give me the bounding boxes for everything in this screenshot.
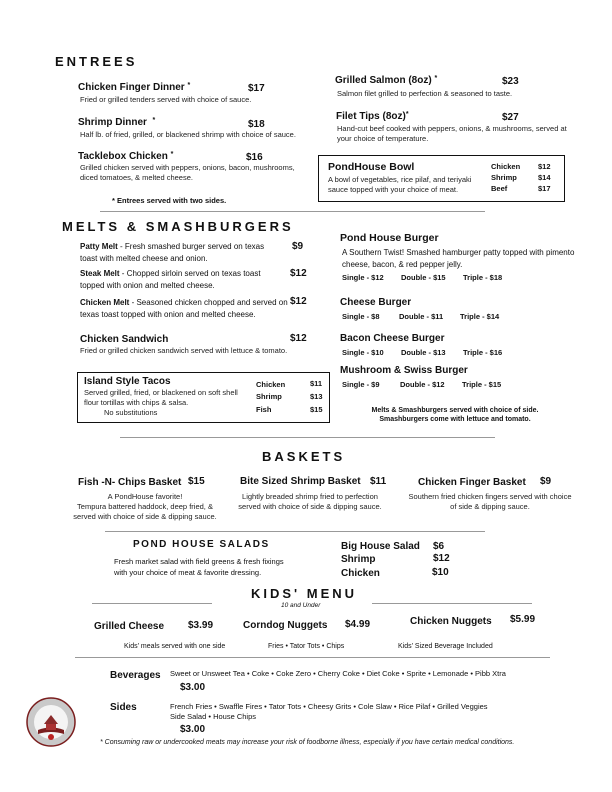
filet-tips-name: Filet Tips (8oz)* bbox=[336, 111, 409, 122]
island-tacos-desc: Served grilled, fried, or blackened on soft shell flour tortillas with chips & salsa. bbox=[84, 388, 238, 407]
bowl-option-label: Beef bbox=[491, 184, 508, 193]
mushroom-swiss-burger-name: Mushroom & Swiss Burger bbox=[340, 365, 468, 376]
section-divider bbox=[75, 657, 550, 658]
chicken-basket-name: Chicken Finger Basket bbox=[418, 477, 526, 488]
steak-melt-item bbox=[80, 268, 280, 292]
beverages-label: Beverages bbox=[110, 670, 161, 681]
shrimp-basket-name: Bite Sized Shrimp Basket bbox=[240, 476, 361, 487]
chicken-melt-price: $12 bbox=[290, 296, 307, 307]
burger-size: Single - $8 bbox=[342, 312, 380, 321]
tacos-option-label: Fish bbox=[256, 405, 272, 414]
chicken-sandwich-desc: Fried or grilled chicken sandwich served with lettuce & tomato. bbox=[80, 346, 288, 355]
tacos-option-label: Chicken bbox=[256, 380, 286, 389]
sides-price: $3.00 bbox=[180, 724, 206, 735]
fish-basket-desc bbox=[65, 492, 225, 522]
melts-heading: MELTS & SMASHBURGERS bbox=[62, 219, 294, 234]
bacon-cheese-burger-name: Bacon Cheese Burger bbox=[340, 333, 445, 344]
patty-melt-item bbox=[80, 241, 280, 265]
sides-label: Sides bbox=[110, 702, 137, 713]
salad-option-price: $12 bbox=[433, 553, 450, 564]
burger-size: Triple - $18 bbox=[463, 273, 503, 282]
pondhouse-bowl-box bbox=[318, 155, 565, 202]
chicken-sandwich-price: $12 bbox=[290, 333, 307, 344]
patty-melt-price: $9 bbox=[292, 241, 304, 252]
tacklebox-chicken-price: $16 bbox=[246, 152, 263, 163]
salad-option-label: Big House Salad bbox=[341, 541, 420, 552]
kids-note: Fries • Tator Tots • Chips bbox=[268, 643, 345, 650]
steak-melt-name: Steak Melt bbox=[80, 269, 120, 278]
chicken-finger-dinner-name: Chicken Finger Dinner * bbox=[78, 82, 191, 93]
beverages-price: $3.00 bbox=[180, 682, 206, 693]
tacos-option-price: $13 bbox=[310, 392, 323, 401]
filet-tips-price: $27 bbox=[502, 112, 519, 123]
filet-tips-desc: Hand-cut beef cooked with peppers, onions, & mushrooms, served at your choice of temperature. bbox=[337, 124, 567, 143]
tacklebox-chicken-desc: Grilled chicken served with peppers, onions, bacon, mushrooms, diced tomatoes, & melted cheese. bbox=[80, 163, 295, 182]
grilled-salmon-desc: Salmon filet grilled to perfection & seasoned to taste. bbox=[337, 89, 513, 98]
burger-size: Triple - $15 bbox=[462, 380, 502, 389]
shrimp-basket-desc: Lightly breaded shrimp fried to perfection served with choice of side & dipping sauce. bbox=[238, 492, 382, 511]
section-divider bbox=[100, 211, 485, 212]
fish-basket-desc-line: A PondHouse favorite! bbox=[107, 492, 183, 501]
kids-grilled-cheese-price: $3.99 bbox=[188, 620, 214, 631]
shrimp-dinner-name: Shrimp Dinner * bbox=[78, 117, 156, 128]
beverages-list: Sweet or Unsweet Tea • Coke • Coke Zero • Cherry Coke • Diet Coke • Sprite • Lemonade • Pibb Xtra bbox=[170, 669, 506, 678]
shrimp-dinner-price: $18 bbox=[248, 119, 265, 130]
burger-size: Double - $12 bbox=[400, 380, 445, 389]
island-tacos-note: No substitutions bbox=[104, 408, 158, 417]
burger-size: Single - $12 bbox=[342, 273, 384, 282]
section-divider bbox=[120, 437, 495, 438]
entrees-heading: ENTREES bbox=[55, 54, 138, 69]
shrimp-dinner-desc: Half lb. of fried, grilled, or blackened shrimp with choice of sauce. bbox=[80, 130, 296, 139]
burger-size: Double - $15 bbox=[401, 273, 446, 282]
steak-melt-price: $12 bbox=[290, 268, 307, 279]
burger-size: Triple - $16 bbox=[463, 348, 503, 357]
pond-house-burger-desc: A Southern Twist! Smashed hamburger patty topped with pimento cheese, bacon, & red pepper jelly. bbox=[342, 248, 575, 269]
section-divider bbox=[92, 603, 212, 604]
chicken-basket-desc: Southern fried chicken fingers served with choice of side & dipping sauce. bbox=[408, 492, 572, 511]
burger-size: Double - $11 bbox=[399, 312, 444, 321]
fish-basket-price: $15 bbox=[188, 476, 205, 487]
salad-option-label: Chicken bbox=[341, 568, 380, 579]
chicken-finger-dinner-price: $17 bbox=[248, 83, 265, 94]
shrimp-basket-price: $11 bbox=[370, 476, 387, 487]
fish-basket-name: Fish -N- Chips Basket bbox=[78, 477, 182, 488]
salad-option-price: $10 bbox=[432, 567, 449, 578]
section-divider bbox=[372, 603, 532, 604]
melts-note bbox=[340, 406, 570, 424]
burger-size: Single - $9 bbox=[342, 380, 380, 389]
kids-nuggets-price: $5.99 bbox=[510, 614, 536, 625]
bowl-option-label: Shrimp bbox=[491, 173, 517, 182]
burger-size: Double - $13 bbox=[401, 348, 446, 357]
burger-size: Triple - $14 bbox=[460, 312, 500, 321]
kids-note: Kids' meals served with one side bbox=[124, 643, 226, 650]
kids-grilled-cheese-name: Grilled Cheese bbox=[94, 621, 165, 632]
chicken-sandwich-name: Chicken Sandwich bbox=[80, 334, 169, 345]
bowl-option-label: Chicken bbox=[491, 162, 521, 171]
steak-melt-desc: - Chopped sirloin served on texas toast topped with onion and melted cheese. bbox=[80, 269, 261, 290]
island-tacos-name: Island Style Tacos bbox=[84, 376, 171, 387]
pondhouse-bowl-name: PondHouse Bowl bbox=[328, 161, 415, 173]
bowl-option-price: $12 bbox=[538, 162, 551, 171]
kids-heading: KIDS' MENU bbox=[251, 586, 358, 601]
grilled-salmon-name: Grilled Salmon (8oz) * bbox=[335, 75, 438, 86]
grilled-salmon-price: $23 bbox=[502, 76, 519, 87]
fish-basket-desc-line: Tempura battered haddock, deep fried, & served with choice of side & dipping sauce. bbox=[73, 502, 217, 521]
bowl-option-price: $17 bbox=[538, 184, 551, 193]
tacos-option-label: Shrimp bbox=[256, 392, 282, 401]
pond-house-burger-name: Pond House Burger bbox=[340, 232, 439, 244]
chicken-basket-price: $9 bbox=[540, 476, 552, 487]
salad-option-label: Shrimp bbox=[341, 554, 376, 565]
salad-option-price: $6 bbox=[433, 541, 445, 552]
patty-melt-desc: - Fresh smashed burger served on texas toast with melted cheese and onion. bbox=[80, 242, 265, 263]
sides-list: French Fries • Swaffle Fires • Tator Tots • Cheesy Grits • Cole Slaw • Rice Pilaf • Grilled Veggies bbox=[170, 702, 488, 711]
salads-heading: POND HOUSE SALADS bbox=[133, 539, 270, 550]
chicken-melt-desc: - Seasoned chicken chopped and served on texas toast topped with onion and melted cheese. bbox=[80, 298, 288, 319]
chicken-melt-item bbox=[80, 297, 290, 321]
burger-size: Single - $10 bbox=[342, 348, 384, 357]
salads-desc: Fresh market salad with field greens & fresh fixings with your choice of meat & favorite dressing. bbox=[114, 557, 284, 577]
tacos-option-price: $11 bbox=[310, 379, 323, 388]
section-divider bbox=[105, 531, 485, 532]
kids-subheading: 10 and Under bbox=[281, 602, 321, 609]
cheese-burger-name: Cheese Burger bbox=[340, 297, 412, 308]
chicken-melt-name: Chicken Melt bbox=[80, 298, 130, 307]
pond-house-logo bbox=[26, 697, 76, 747]
sides-list: Side Salad • House Chips bbox=[170, 712, 257, 721]
kids-corndog-price: $4.99 bbox=[345, 619, 371, 630]
kids-corndog-name: Corndog Nuggets bbox=[243, 620, 328, 631]
disclaimer: * Consuming raw or undercooked meats may increase your risk of foodborne illness, especially if you have certain medical conditions. bbox=[100, 739, 515, 746]
tacklebox-chicken-name: Tacklebox Chicken * bbox=[78, 151, 174, 162]
kids-nuggets-name: Chicken Nuggets bbox=[410, 616, 492, 627]
chicken-finger-dinner-desc: Fried or grilled tenders served with choice of sauce. bbox=[80, 95, 252, 104]
melts-note-line: Melts & Smashburgers served with choice of side. bbox=[371, 407, 539, 414]
melts-note-line: Smashburgers come with lettuce and tomato. bbox=[379, 416, 531, 423]
kids-note: Kids' Sized Beverage Included bbox=[398, 643, 493, 650]
patty-melt-name: Patty Melt bbox=[80, 242, 118, 251]
tacos-option-price: $15 bbox=[310, 405, 323, 414]
baskets-heading: BASKETS bbox=[262, 449, 346, 464]
bowl-option-price: $14 bbox=[538, 173, 551, 182]
pondhouse-bowl-desc: A bowl of vegetables, rice pilaf, and teriyaki sauce topped with your choice of meat. bbox=[328, 175, 472, 194]
entrees-footnote: * Entrees served with two sides. bbox=[112, 196, 227, 205]
island-tacos-box bbox=[77, 372, 330, 423]
